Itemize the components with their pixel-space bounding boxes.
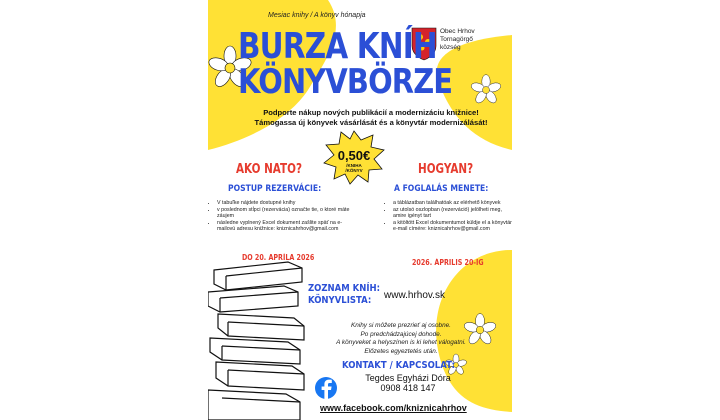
pickup-note (296, 322, 506, 356)
book-stack-illustration (208, 262, 304, 420)
town-name (440, 28, 475, 52)
town-line-1: Obec Hrhov (440, 28, 475, 35)
price-unit: /KNIHA /KÖNYV (345, 163, 363, 173)
price-text (324, 148, 384, 173)
website-link[interactable]: www.hrhov.sk (384, 290, 445, 301)
promo-text (226, 108, 512, 128)
right-deadline: 2026. ÁPRILIS 20-IG (412, 258, 484, 267)
list-item: • V tabuľke nájdete dostupné knihy (217, 200, 358, 207)
note-line: Po predchádzajúcej dohode. (360, 330, 442, 338)
list-item: • a kitöltött Excel dokumentumot küldje el a könyvtár e-mail címére: kniznicahrhov@gmail.com (393, 220, 512, 233)
note-line: A könyveket a helyszínen is ki lehet válogatni. (336, 339, 466, 346)
right-question: HOGYAN? (418, 162, 474, 177)
title-hungarian: KÖNYVBÖRZE (238, 62, 453, 102)
list-item: • následne vyplnený Excel dokument zašlite späť na e-mailovú adresu knižnice: kniznicahrhov@gmail.com (217, 220, 358, 233)
note-line: Knihy si môžete prezrieť aj osobne. (351, 322, 451, 329)
contact-details (348, 373, 468, 393)
contact-name: Tegdes Egyházi Dóra (365, 373, 451, 383)
title-slovak: BURZA KNÍH (238, 26, 437, 67)
facebook-link[interactable]: www.facebook.com/kniznicahrhov (320, 403, 467, 413)
town-line-3: község (440, 44, 461, 51)
left-question: AKO NATO? (236, 162, 303, 177)
promo-line-slovak: Podporte nákup nových publikácií a modernizáciu knižnice! (263, 108, 479, 117)
right-steps (384, 200, 512, 233)
list-item: • az utolsó oszlopban (rezerváció) jelölheti meg, amire igényt tart (393, 207, 512, 220)
note-line: Előzetes egyeztetés után. (364, 347, 438, 355)
poster (208, 0, 512, 420)
town-line-2: Tornagörgő (440, 36, 473, 43)
header-subtitle: Mesiac knihy / A könyv hónapja (268, 12, 366, 19)
contact-phone[interactable]: 0908 418 147 (380, 383, 436, 393)
left-subtitle: POSTUP REZERVÁCIE: (228, 184, 322, 194)
list-item: • v poslednom stĺpci (rezervácia) označte tie, o ktoré máte záujem (217, 207, 358, 220)
price-value: 0,50€ (337, 148, 371, 163)
promo-line-hungarian: Támogassa új könyvek vásárlását és a könyvtár modernizálását! (254, 118, 488, 127)
contact-heading: KONTAKT / KAPCSOLAT: (342, 360, 455, 371)
book-list-label (308, 283, 380, 307)
list-item: • a táblázatban találhatóak az elérhető könyvek (393, 200, 512, 207)
left-steps (208, 200, 358, 233)
left-deadline: DO 20. APRÍLA 2026 (242, 253, 315, 262)
facebook-icon (315, 377, 337, 399)
book-list-label-slovak: ZOZNAM KNÍH: (308, 283, 381, 294)
book-list-label-hungarian: KÖNYVLISTA: (308, 295, 372, 306)
right-subtitle: A FOGLALÁS MENETE: (394, 184, 489, 194)
